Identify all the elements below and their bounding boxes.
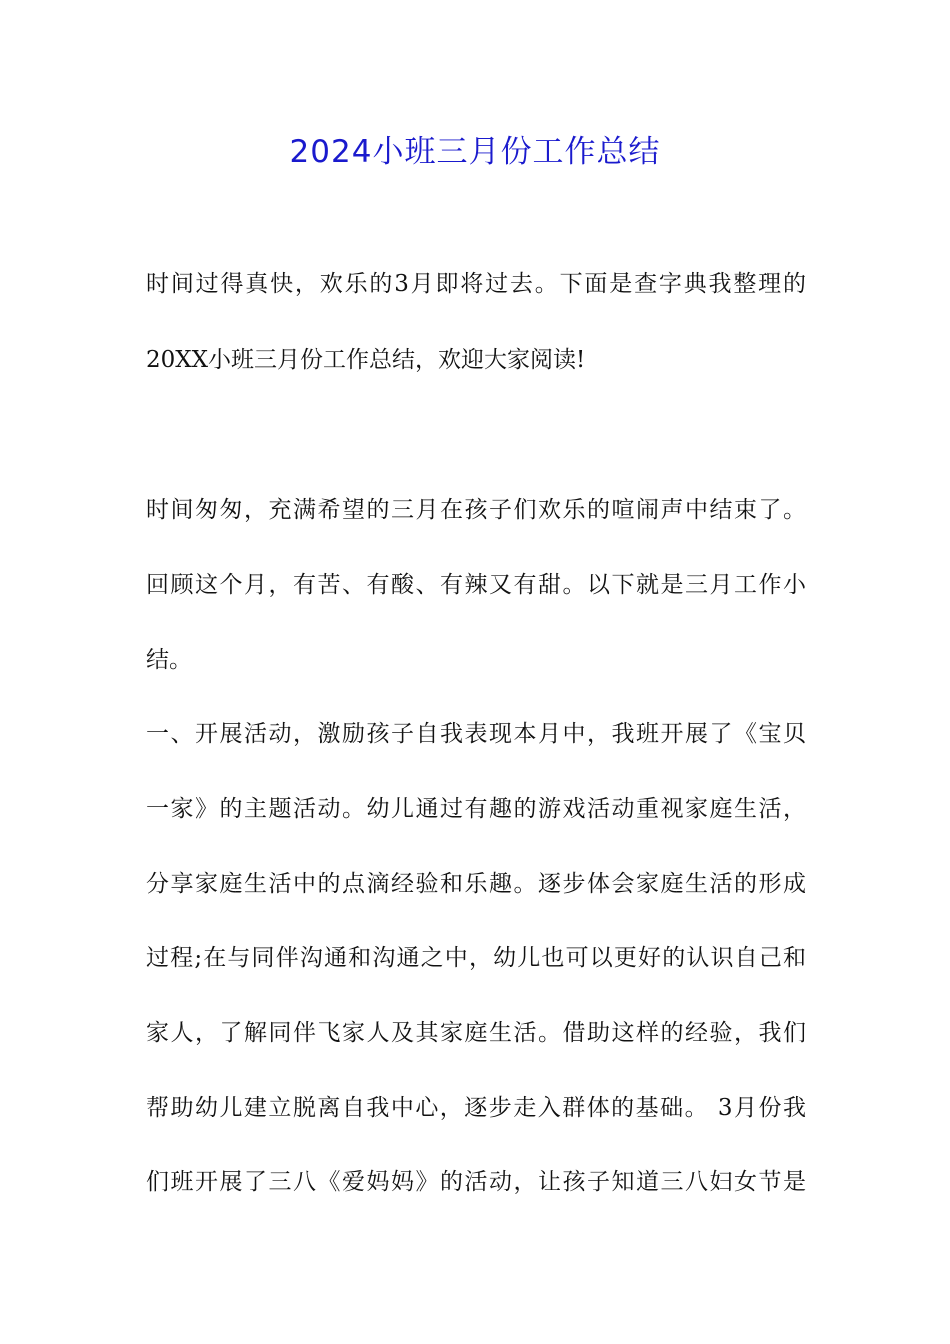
document-title: 2024小班三月份工作总结 bbox=[289, 134, 661, 170]
body-line-2: 回顾这个月，有苦、有酸、有辣又有甜。以下就是三月工作小 bbox=[146, 572, 806, 598]
intro-line-2: 20XX小班三月份工作总结，欢迎大家阅读! bbox=[146, 347, 586, 373]
body-line-3: 结。 bbox=[146, 647, 192, 673]
body-line-10: 们班开展了三八《爱妈妈》的活动，让孩子知道三八妇女节是 bbox=[146, 1169, 806, 1195]
body-line-1: 时间匆匆，充满希望的三月在孩子们欢乐的喧闹声中结束了。 bbox=[146, 497, 806, 523]
body-line-6: 分享家庭生活中的点滴经验和乐趣。逐步体会家庭生活的形成 bbox=[146, 871, 806, 897]
intro-line-1: 时间过得真快，欢乐的3月即将过去。下面是查字典我整理的 bbox=[146, 271, 806, 297]
body-line-9: 帮助幼儿建立脱离自我中心，逐步走入群体的基础。 3月份我 bbox=[146, 1095, 806, 1121]
body-line-4: 一、开展活动，激励孩子自我表现本月中，我班开展了《宝贝 bbox=[146, 721, 806, 747]
body-line-5: 一家》的主题活动。幼儿通过有趣的游戏活动重视家庭生活， bbox=[146, 796, 806, 822]
body-line-8: 家人，了解同伴飞家人及其家庭生活。借助这样的经验，我们 bbox=[146, 1020, 806, 1046]
body-line-7: 过程;在与同伴沟通和沟通之中，幼儿也可以更好的认识自己和 bbox=[146, 945, 806, 971]
